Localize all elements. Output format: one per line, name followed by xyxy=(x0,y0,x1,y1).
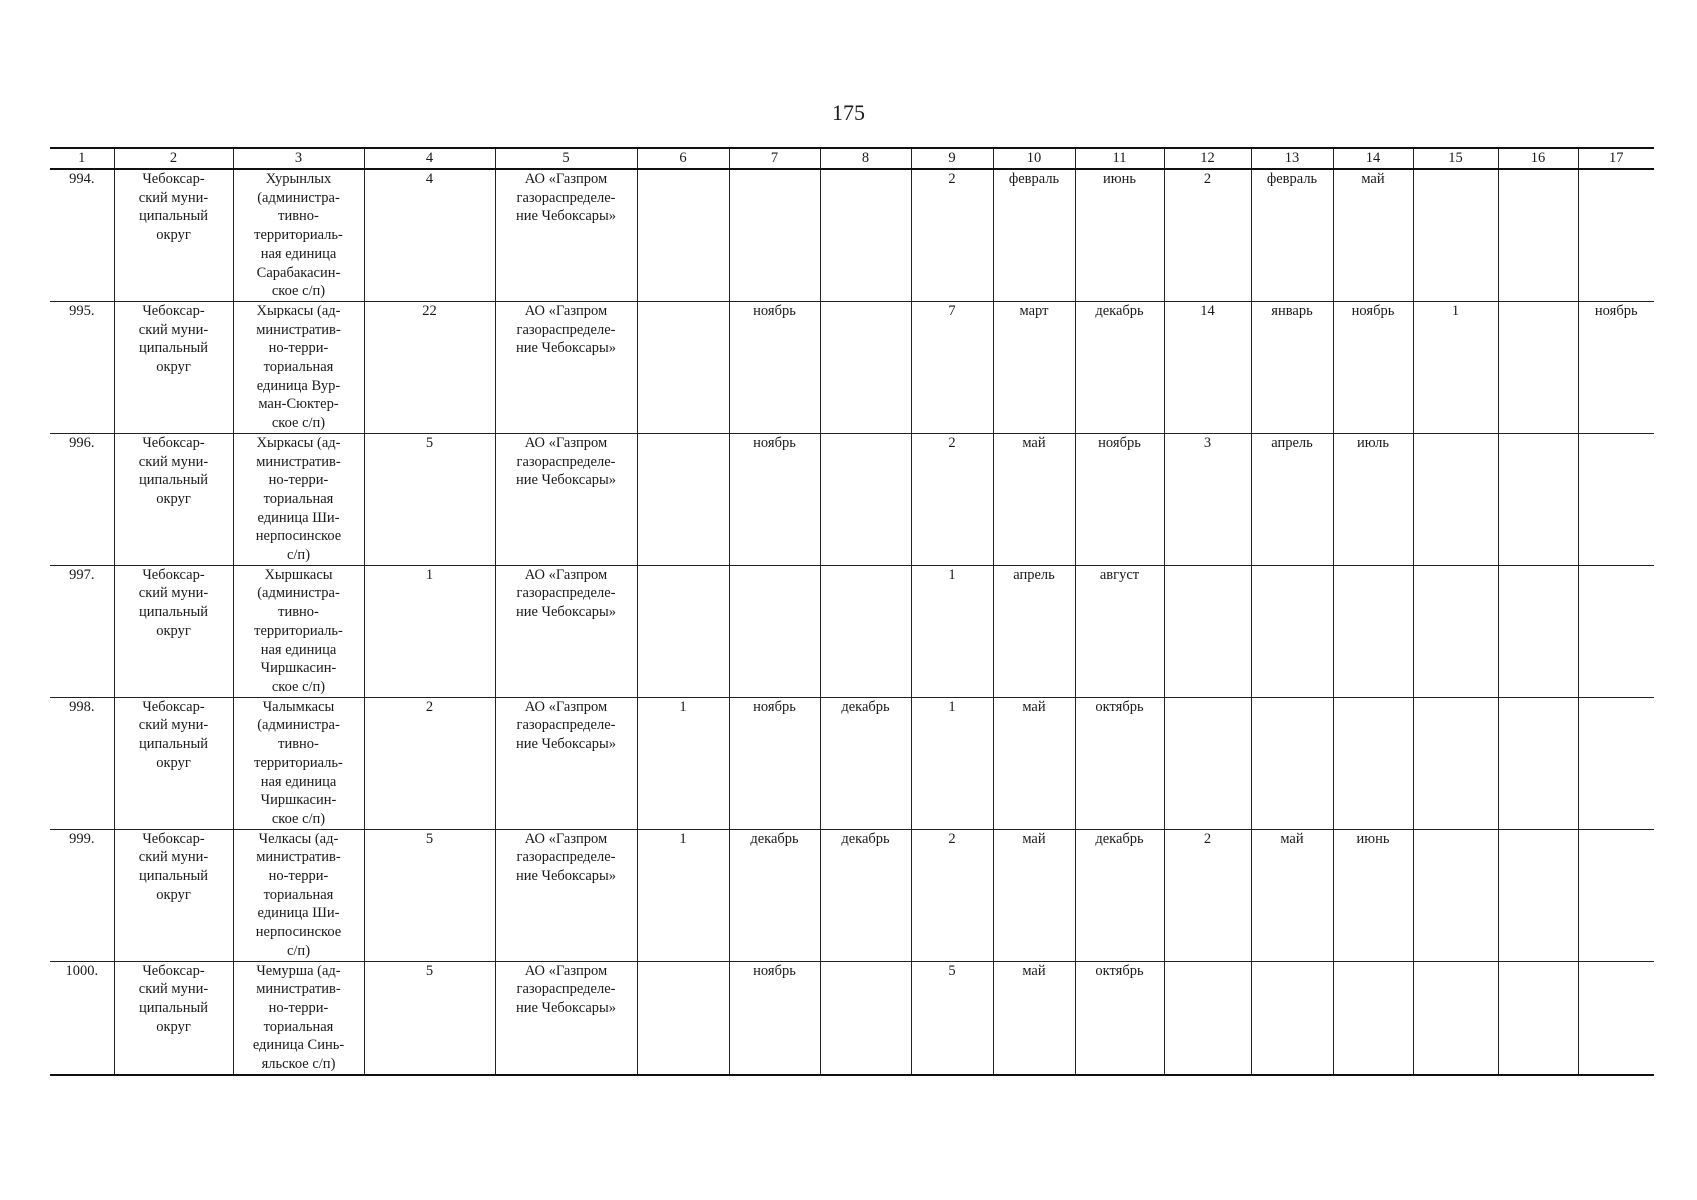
col11-cell: ноябрь xyxy=(1075,433,1164,565)
col15-cell xyxy=(1413,565,1498,697)
column-number-row xyxy=(50,148,1654,169)
organization-cell: АО «Газпром газораспределе- ние Чебоксары» xyxy=(495,433,637,565)
row-number: 998. xyxy=(50,697,114,829)
count-cell: 5 xyxy=(364,961,495,1075)
col14-cell xyxy=(1333,961,1413,1075)
col15-cell xyxy=(1413,697,1498,829)
col11-cell: декабрь xyxy=(1075,301,1164,433)
col13-cell: май xyxy=(1251,829,1333,961)
column-header-6: 6 xyxy=(637,148,729,169)
col7-cell xyxy=(729,565,820,697)
row-number: 994. xyxy=(50,169,114,301)
row-number: 997. xyxy=(50,565,114,697)
settlement-cell: Хыршкасы (администра- тивно- территориаль- ная единица Чиршкасин- ское с/п) xyxy=(233,565,364,697)
col7-cell xyxy=(729,169,820,301)
col11-cell: декабрь xyxy=(1075,829,1164,961)
column-header-5: 5 xyxy=(495,148,637,169)
col6-cell: 1 xyxy=(637,829,729,961)
col8-cell xyxy=(820,169,911,301)
col13-cell: февраль xyxy=(1251,169,1333,301)
col15-cell: 1 xyxy=(1413,301,1498,433)
col10-cell: апрель xyxy=(993,565,1075,697)
count-cell: 2 xyxy=(364,697,495,829)
col11-cell: октябрь xyxy=(1075,961,1164,1075)
col14-cell: июнь xyxy=(1333,829,1413,961)
col17-cell xyxy=(1578,169,1654,301)
column-header-12: 12 xyxy=(1164,148,1251,169)
row-number: 996. xyxy=(50,433,114,565)
settlement-cell: Чалымкасы (администра- тивно- территориаль- ная единица Чиршкасин- ское с/п) xyxy=(233,697,364,829)
col10-cell: февраль xyxy=(993,169,1075,301)
count-cell: 5 xyxy=(364,433,495,565)
settlement-cell: Хыркасы (ад- министратив- но-терри- ториальная единица Ши- нерпосинское с/п) xyxy=(233,433,364,565)
col6-cell xyxy=(637,565,729,697)
row-number: 1000. xyxy=(50,961,114,1075)
col12-cell: 2 xyxy=(1164,169,1251,301)
column-header-2: 2 xyxy=(114,148,233,169)
col7-cell: декабрь xyxy=(729,829,820,961)
column-header-10: 10 xyxy=(993,148,1075,169)
col13-cell: апрель xyxy=(1251,433,1333,565)
col10-cell: май xyxy=(993,961,1075,1075)
col14-cell xyxy=(1333,565,1413,697)
col12-cell: 3 xyxy=(1164,433,1251,565)
organization-cell: АО «Газпром газораспределе- ние Чебоксары» xyxy=(495,829,637,961)
table-row xyxy=(50,829,1654,961)
count-cell: 5 xyxy=(364,829,495,961)
district-cell: Чебоксар- ский муни- ципальный округ xyxy=(114,433,233,565)
column-header-14: 14 xyxy=(1333,148,1413,169)
col12-cell xyxy=(1164,565,1251,697)
col8-cell xyxy=(820,565,911,697)
col10-cell: май xyxy=(993,697,1075,829)
organization-cell: АО «Газпром газораспределе- ние Чебоксары» xyxy=(495,169,637,301)
col7-cell: ноябрь xyxy=(729,301,820,433)
col9-cell: 7 xyxy=(911,301,993,433)
column-header-3: 3 xyxy=(233,148,364,169)
col7-cell: ноябрь xyxy=(729,697,820,829)
district-cell: Чебоксар- ский муни- ципальный округ xyxy=(114,697,233,829)
col14-cell: ноябрь xyxy=(1333,301,1413,433)
organization-cell: АО «Газпром газораспределе- ние Чебоксары» xyxy=(495,565,637,697)
col16-cell xyxy=(1498,169,1578,301)
table-row xyxy=(50,301,1654,433)
table-row xyxy=(50,169,1654,301)
column-header-17: 17 xyxy=(1578,148,1654,169)
column-header-16: 16 xyxy=(1498,148,1578,169)
column-header-13: 13 xyxy=(1251,148,1333,169)
col8-cell xyxy=(820,301,911,433)
district-cell: Чебоксар- ский муни- ципальный округ xyxy=(114,301,233,433)
column-header-15: 15 xyxy=(1413,148,1498,169)
col8-cell xyxy=(820,961,911,1075)
settlement-cell: Хыркасы (ад- министратив- но-терри- ториальная единица Вур- ман-Сюктер- ское с/п) xyxy=(233,301,364,433)
organization-cell: АО «Газпром газораспределе- ние Чебоксары» xyxy=(495,961,637,1075)
settlement-cell: Хурынлых (администра- тивно- территориаль- ная единица Сарабакасин- ское с/п) xyxy=(233,169,364,301)
col11-cell: октябрь xyxy=(1075,697,1164,829)
col8-cell: декабрь xyxy=(820,697,911,829)
row-number: 999. xyxy=(50,829,114,961)
col9-cell: 1 xyxy=(911,565,993,697)
col12-cell xyxy=(1164,961,1251,1075)
table-row xyxy=(50,961,1654,1075)
table-body xyxy=(50,169,1654,1075)
table-row xyxy=(50,433,1654,565)
count-cell: 22 xyxy=(364,301,495,433)
col9-cell: 1 xyxy=(911,697,993,829)
col13-cell xyxy=(1251,961,1333,1075)
col16-cell xyxy=(1498,433,1578,565)
col9-cell: 2 xyxy=(911,829,993,961)
col17-cell xyxy=(1578,565,1654,697)
district-cell: Чебоксар- ский муни- ципальный округ xyxy=(114,829,233,961)
col15-cell xyxy=(1413,829,1498,961)
col9-cell: 2 xyxy=(911,433,993,565)
count-cell: 1 xyxy=(364,565,495,697)
col10-cell: март xyxy=(993,301,1075,433)
col14-cell xyxy=(1333,697,1413,829)
col15-cell xyxy=(1413,433,1498,565)
col17-cell: ноябрь xyxy=(1578,301,1654,433)
settlement-cell: Челкасы (ад- министратив- но-терри- ториальная единица Ши- нерпосинское с/п) xyxy=(233,829,364,961)
col6-cell xyxy=(637,961,729,1075)
settlement-cell: Чемурша (ад- министратив- но-терри- ториальная единица Синь- яльское с/п) xyxy=(233,961,364,1075)
page-number: 175 xyxy=(832,100,865,125)
district-cell: Чебоксар- ский муни- ципальный округ xyxy=(114,961,233,1075)
column-header-7: 7 xyxy=(729,148,820,169)
row-number: 995. xyxy=(50,301,114,433)
col10-cell: май xyxy=(993,433,1075,565)
organization-cell: АО «Газпром газораспределе- ние Чебоксары» xyxy=(495,697,637,829)
table-row xyxy=(50,565,1654,697)
col13-cell: январь xyxy=(1251,301,1333,433)
table-row xyxy=(50,697,1654,829)
district-cell: Чебоксар- ский муни- ципальный округ xyxy=(114,565,233,697)
col16-cell xyxy=(1498,565,1578,697)
col9-cell: 2 xyxy=(911,169,993,301)
col17-cell xyxy=(1578,829,1654,961)
schedule-table xyxy=(50,147,1654,1076)
col6-cell: 1 xyxy=(637,697,729,829)
col10-cell: май xyxy=(993,829,1075,961)
col6-cell xyxy=(637,169,729,301)
col6-cell xyxy=(637,301,729,433)
count-cell: 4 xyxy=(364,169,495,301)
col17-cell xyxy=(1578,697,1654,829)
column-header-1: 1 xyxy=(50,148,114,169)
column-header-9: 9 xyxy=(911,148,993,169)
col11-cell: июнь xyxy=(1075,169,1164,301)
col17-cell xyxy=(1578,433,1654,565)
col16-cell xyxy=(1498,301,1578,433)
col14-cell: июль xyxy=(1333,433,1413,565)
col17-cell xyxy=(1578,961,1654,1075)
column-header-11: 11 xyxy=(1075,148,1164,169)
col12-cell: 2 xyxy=(1164,829,1251,961)
col12-cell xyxy=(1164,697,1251,829)
col9-cell: 5 xyxy=(911,961,993,1075)
column-header-8: 8 xyxy=(820,148,911,169)
column-header-4: 4 xyxy=(364,148,495,169)
col16-cell xyxy=(1498,697,1578,829)
district-cell: Чебоксар- ский муни- ципальный округ xyxy=(114,169,233,301)
col15-cell xyxy=(1413,169,1498,301)
col13-cell xyxy=(1251,565,1333,697)
col7-cell: ноябрь xyxy=(729,961,820,1075)
col7-cell: ноябрь xyxy=(729,433,820,565)
col16-cell xyxy=(1498,961,1578,1075)
col8-cell: декабрь xyxy=(820,829,911,961)
col13-cell xyxy=(1251,697,1333,829)
col8-cell xyxy=(820,433,911,565)
col11-cell: август xyxy=(1075,565,1164,697)
col6-cell xyxy=(637,433,729,565)
col15-cell xyxy=(1413,961,1498,1075)
col12-cell: 14 xyxy=(1164,301,1251,433)
col14-cell: май xyxy=(1333,169,1413,301)
organization-cell: АО «Газпром газораспределе- ние Чебоксары» xyxy=(495,301,637,433)
col16-cell xyxy=(1498,829,1578,961)
